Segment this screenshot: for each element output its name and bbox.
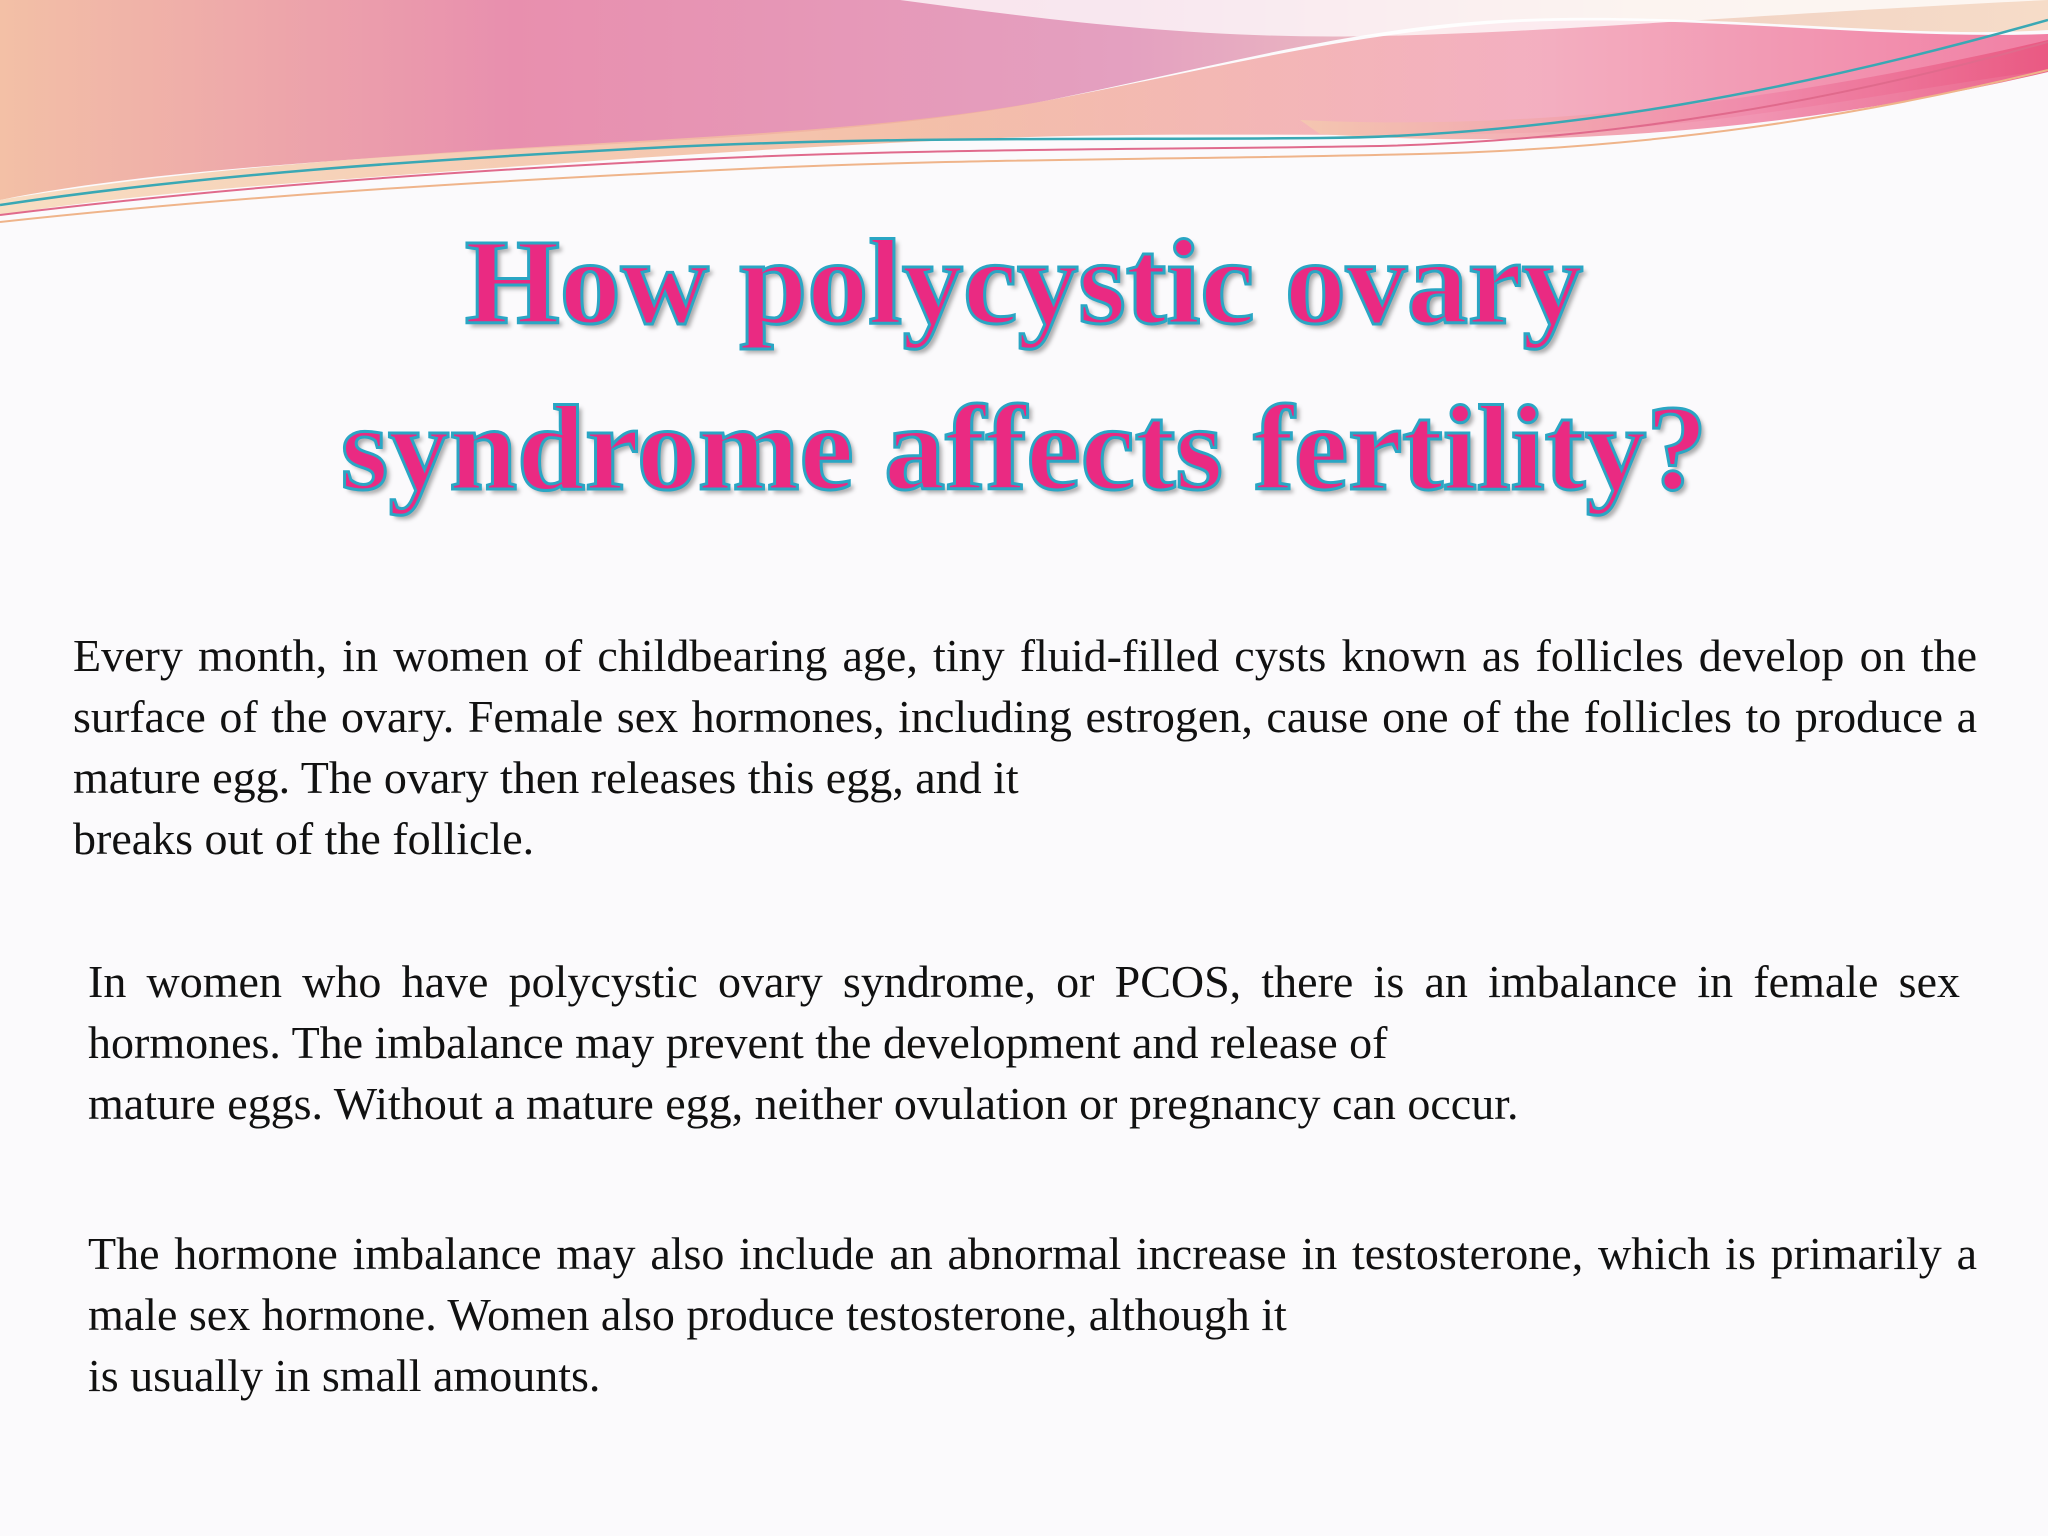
- paragraph-last-line: is usually in small amounts.: [88, 1350, 601, 1401]
- paragraph-body: In women who have polycystic ovary syndrome, or PCOS, there is an imbalance in female sex hormones. The imbalance may prevent the development and release of: [88, 956, 1960, 1068]
- paragraph-ovulation: [73, 625, 1977, 869]
- title-line-2: syndrome affects fertility?: [340, 381, 1708, 516]
- title-line-1: How polycystic ovary: [464, 215, 1584, 350]
- paragraph-last-line: mature eggs. Without a mature egg, neither ovulation or pregnancy can occur.: [88, 1078, 1519, 1129]
- paragraph-body: The hormone imbalance may also include an abnormal increase in testosterone, which is primarily a male sex hormone. Women also produce testosterone, although it: [88, 1228, 1977, 1340]
- paragraph-testosterone: [88, 1223, 1977, 1406]
- paragraph-pcos-imbalance: [88, 951, 1960, 1134]
- paragraph-body: Every month, in women of childbearing age, tiny fluid-filled cysts known as follicles develop on the surface of the ovary. Female sex hormones, including estrogen, cause one of the follicles to produce a mature egg. The ovary then releases this egg, and it: [73, 630, 1977, 803]
- paragraph-last-line: breaks out of the follicle.: [73, 813, 535, 864]
- slide-title: [0, 200, 2048, 532]
